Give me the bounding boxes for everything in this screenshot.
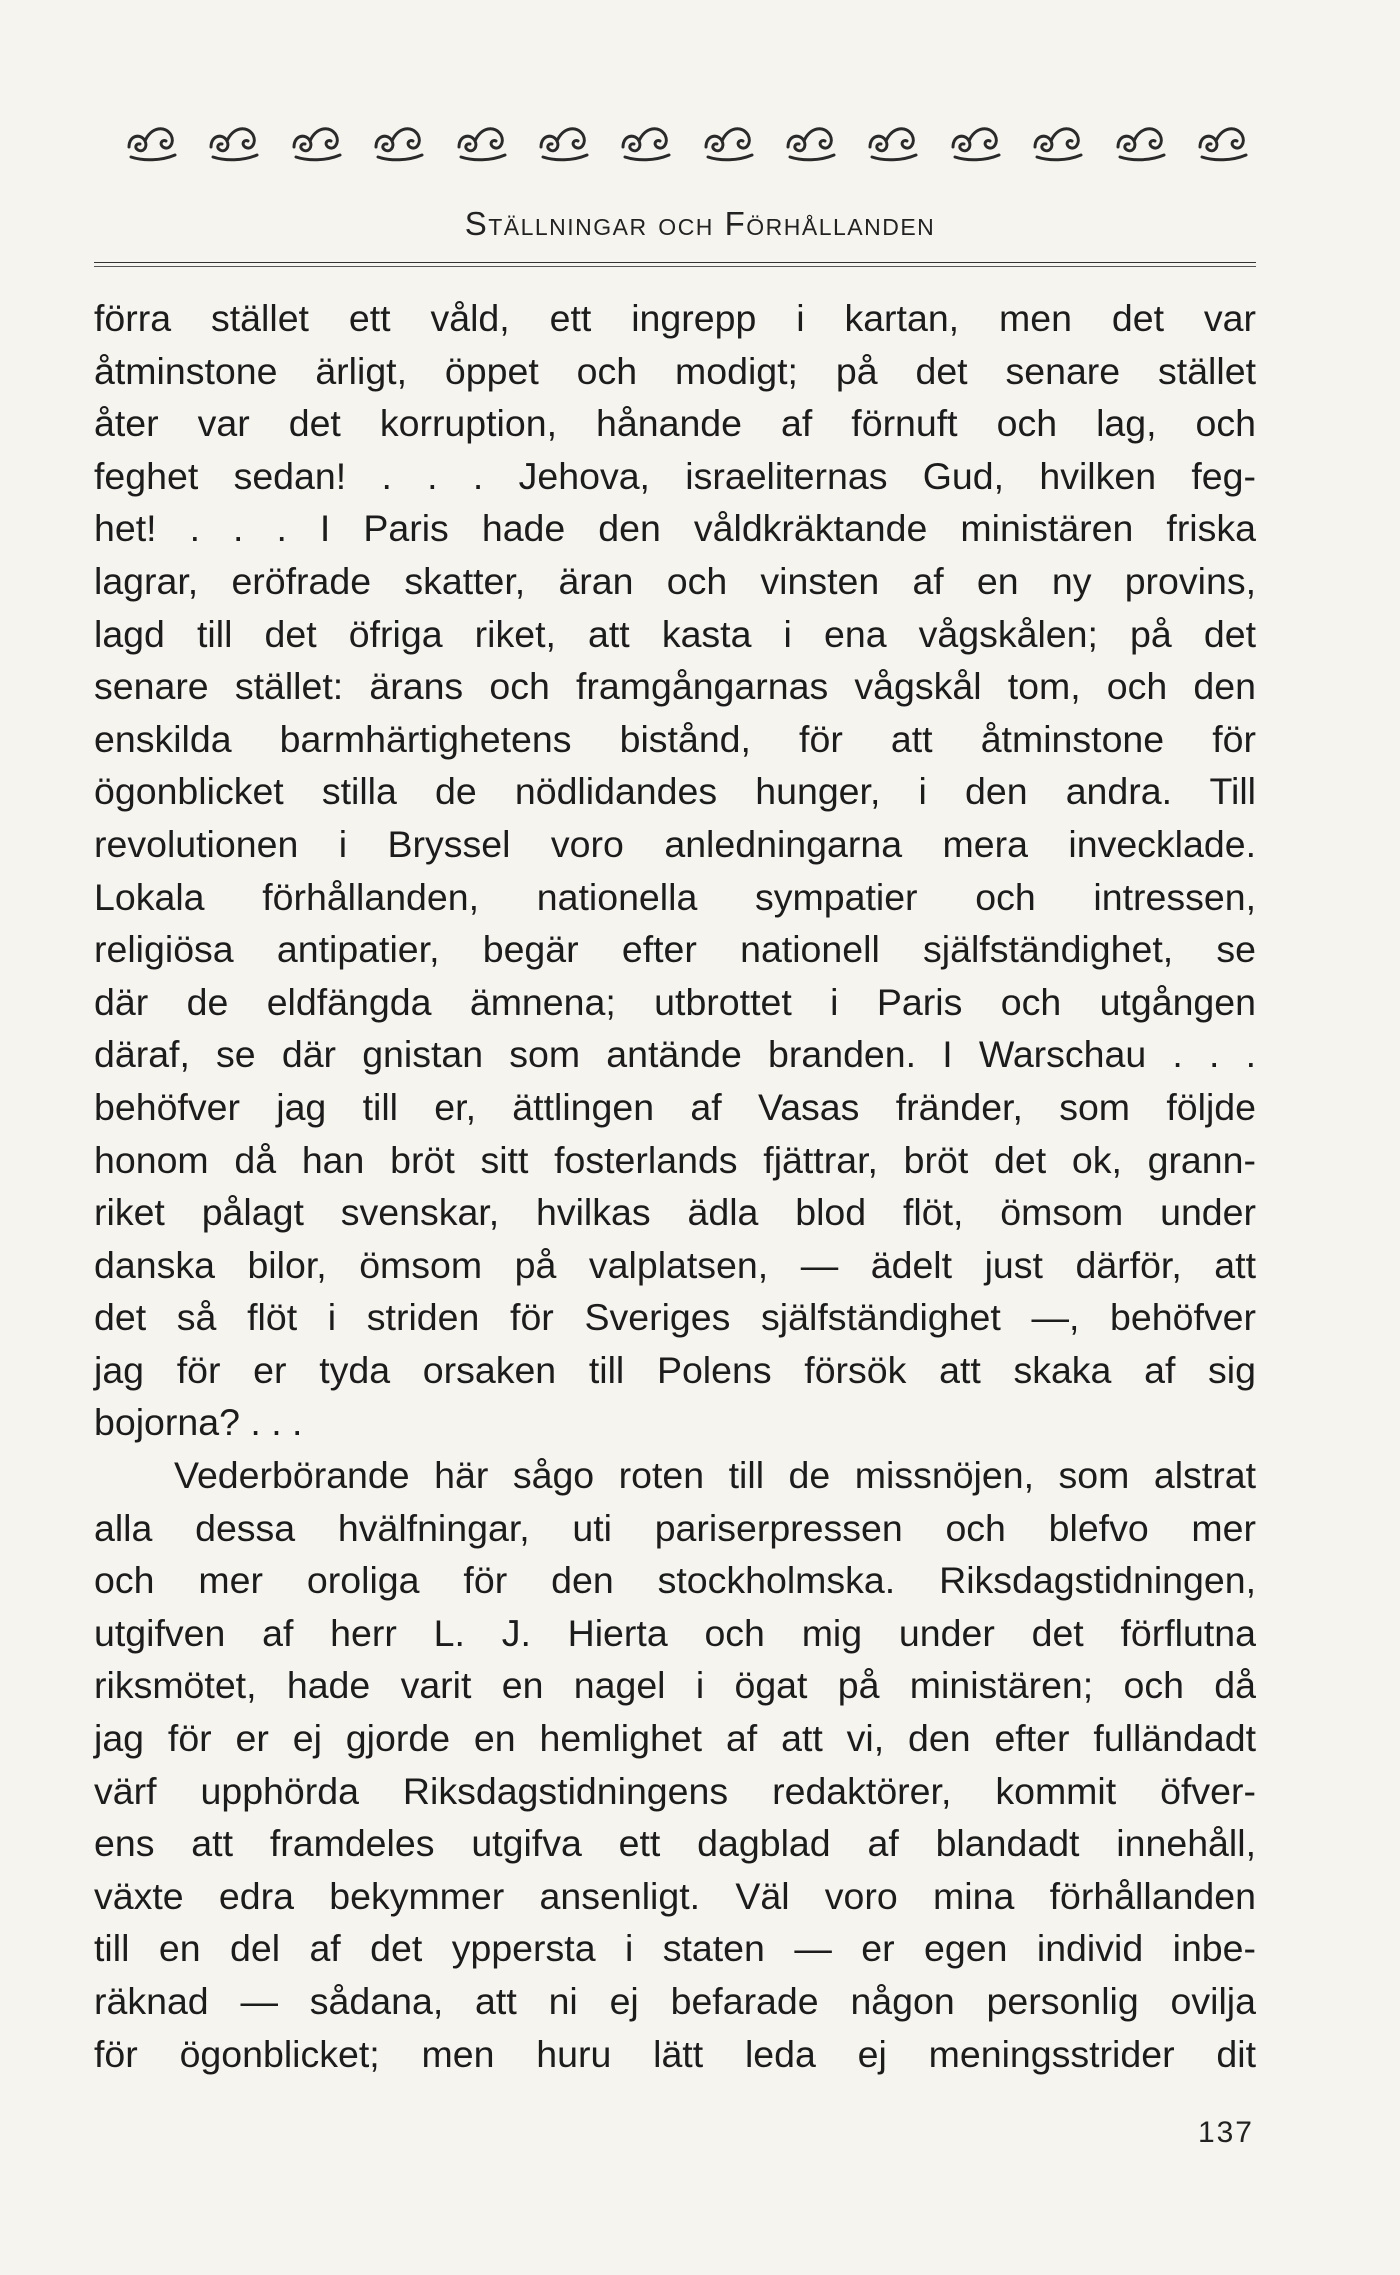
text-line: Lokala förhållanden, nationella sympatier och intressen, [94,875,1256,918]
text-line: förra stället ett våld, ett ingrepp i kartan, men det var [94,297,1256,339]
text-line: alla dessa hvälfningar, uti pariserpressen och blefvo mer [94,1506,1256,1549]
text-line: danska bilor, ömsom på valplatsen, — ädelt just därför, att [94,1243,1256,1286]
text-line: räknad — sådana, att ni ej befarade någon personlig ovilja [94,1980,1256,2022]
scroll-wave-icon [537,117,591,167]
text-line: där de eldfängda ämnena; utbrottet i Paris och utgången [94,980,1256,1023]
text-line: jag för er tyda orsaken till Polens försök att skaka af sig [94,1348,1256,1391]
text-line: värf upphörda Riksdagstidningens redaktörer, kommit öfver- [94,1769,1256,1812]
text-line: åtminstone ärligt, öppet och modigt; på det senare stället [94,349,1256,392]
scroll-wave-icon [702,117,756,167]
text-line: jag för er ej gjorde en hemlighet af att vi, den efter fulländadt [94,1717,1256,1760]
text-line: feghet sedan! . . . Jehova, israeliternas Gud, hvilken feg- [94,454,1256,497]
scroll-wave-icon [1031,117,1085,167]
scroll-wave-icon [949,117,1003,167]
text-line: däraf, se där gnistan som antände branden. I Warschau . . . [94,1033,1256,1076]
scroll-wave-icon [619,117,673,167]
text-line: lagd till det öfriga riket, att kasta i ena vågskålen; på det [94,612,1256,655]
body-text [94,292,1256,2080]
text-line: senare stället: ärans och framgångarnas vågskål tom, och den [94,665,1256,708]
text-line: för ögonblicket; men huru lätt leda ej meningsstrider dit [94,2032,1256,2075]
text-line: riksmötet, hade varit en nagel i ögat på ministären; och då [94,1664,1256,1707]
text-line: till en del af det yppersta i staten — er egen individ inbe- [94,1927,1256,1970]
scroll-wave-icon [1196,117,1250,167]
text-line: bojorna? . . . [94,1401,303,1444]
scroll-wave-icon [207,117,261,167]
header-ornament [125,113,1250,171]
text-line: het! . . . I Paris hade den våldkräktande ministären friska [94,507,1256,550]
text-line: behöfver jag till er, ättlingen af Vasas fränder, som följde [94,1085,1256,1128]
running-title: Ställningar och Förhållanden [464,205,936,242]
text-line: ögonblicket stilla de nödlidandes hunger, i den andra. Till [94,770,1256,813]
text-line: utgifven af herr L. J. Hierta och mig under det förflutna [94,1611,1256,1654]
scroll-wave-icon [866,117,920,167]
text-line: åter var det korruption, hånande af förnuft och lag, och [94,402,1256,445]
text-line: revolutionen i Bryssel voro anledningarna mera invecklade. [94,822,1256,865]
scroll-wave-icon [784,117,838,167]
text-line: och mer oroliga för den stockholmska. Riksdagstidningen, [94,1559,1256,1602]
text-line: växte edra bekymmer ansenligt. Väl voro mina förhållanden [94,1874,1256,1917]
scroll-wave-icon [125,117,179,167]
scroll-wave-icon [455,117,509,167]
text-line: det så flöt i striden för Sveriges själfständighet —, behöfver [94,1296,1256,1339]
text-line: ens att framdeles utgifva ett dagblad af blandadt innehåll, [94,1822,1256,1865]
scroll-wave-icon [290,117,344,167]
text-line: honom då han bröt sitt fosterlands fjättrar, bröt det ok, grann- [94,1138,1256,1181]
text-line: riket pålagt svenskar, hvilkas ädla blod flöt, ömsom under [94,1191,1256,1234]
text-line: Vederbörande här sågo roten till de missnöjen, som alstrat [174,1454,1256,1497]
page-number: 137 [1197,2116,1254,2149]
scroll-wave-icon [1114,117,1168,167]
text-line: religiösa antipatier, begär efter nationell själfständighet, se [94,928,1256,971]
scroll-wave-icon [372,117,426,167]
text-line: enskilda barmhärtighetens bistånd, för att åtminstone för [94,717,1256,760]
text-line: lagrar, eröfrade skatter, äran och vinsten af en ny provins, [94,559,1256,602]
